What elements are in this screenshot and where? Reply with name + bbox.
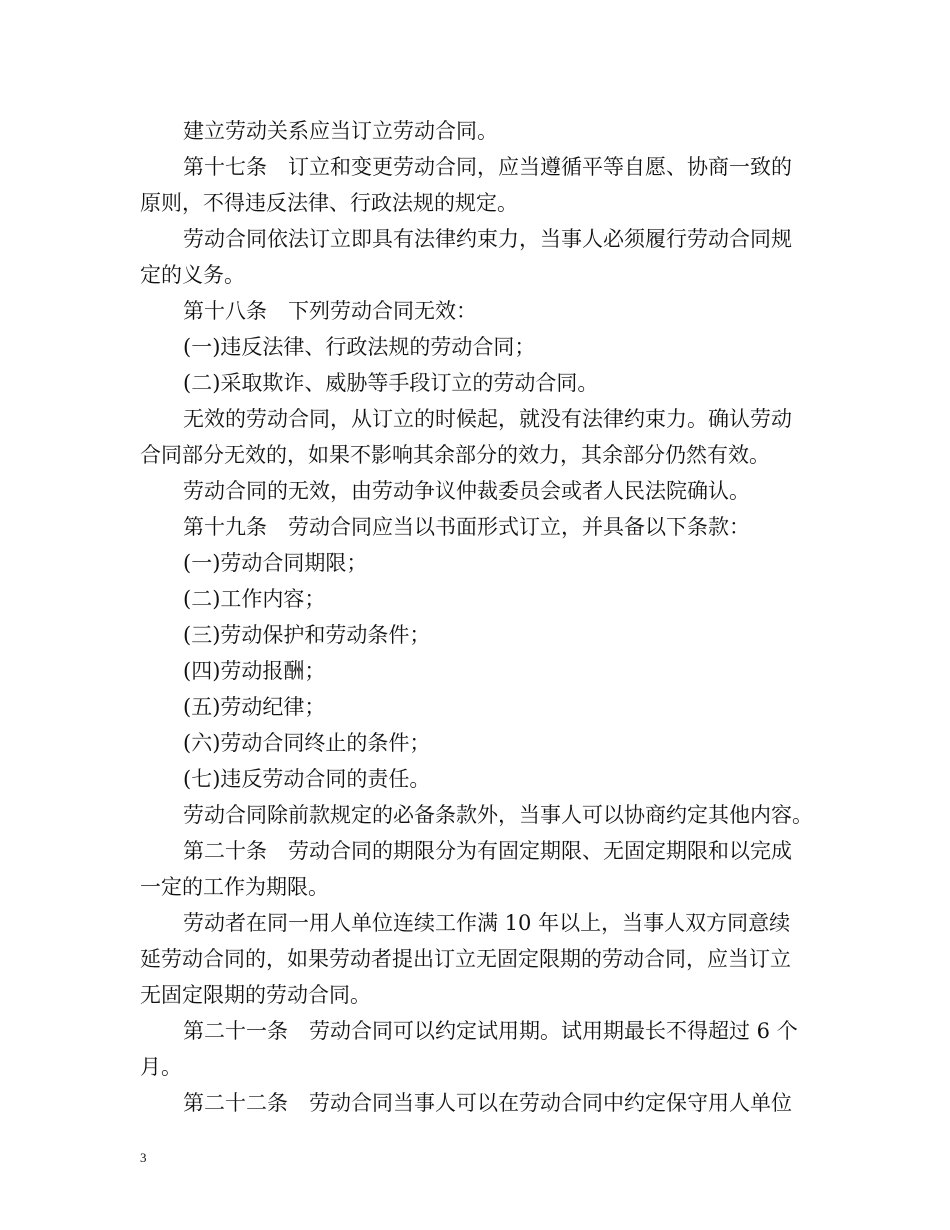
- text-line: (三)劳动保护和劳动条件；: [183, 623, 431, 647]
- text-line: 劳动合同除前款规定的必备条款外，当事人可以协商约定其他内容。: [183, 803, 813, 827]
- text-line: 定的义务。: [140, 263, 245, 287]
- text-line: (四)劳动报酬；: [183, 659, 326, 683]
- document-body: [140, 113, 830, 1121]
- text-line: 无固定限期的劳动合同。: [140, 983, 371, 1007]
- text-line: (六)劳动合同终止的条件；: [183, 731, 431, 755]
- text-line: 第二十二条 劳动合同当事人可以在劳动合同中约定保守用人单位: [183, 1091, 792, 1115]
- text-line: 第二十一条 劳动合同可以约定试用期。试用期最长不得超过 6 个: [183, 1019, 798, 1043]
- text-line: 劳动合同的无效，由劳动争议仲裁委员会或者人民法院确认。: [183, 479, 750, 503]
- text-line: 一定的工作为期限。: [140, 875, 329, 899]
- text-line: 建立劳动关系应当订立劳动合同。: [183, 119, 498, 143]
- text-line: 合同部分无效的，如果不影响其余部分的效力，其余部分仍然有效。: [140, 443, 770, 467]
- text-line: 第二十条 劳动合同的期限分为有固定期限、无固定期限和以完成: [183, 839, 792, 863]
- text-line: (二)采取欺诈、威胁等手段订立的劳动合同。: [183, 371, 599, 395]
- page-number: 3: [140, 1150, 147, 1165]
- text-line: 月。: [140, 1055, 182, 1079]
- text-line: 原则，不得违反法律、行政法规的规定。: [140, 191, 518, 215]
- text-line: 第十七条 订立和变更劳动合同，应当遵循平等自愿、协商一致的: [183, 155, 792, 179]
- text-line: (五)劳动纪律；: [183, 695, 326, 719]
- text-line: (一)劳动合同期限；: [183, 551, 368, 575]
- text-line: 劳动者在同一用人单位连续工作满 10 年以上，当事人双方同意续: [183, 911, 791, 935]
- text-line: (一)违反法律、行政法规的劳动合同；: [183, 335, 536, 359]
- text-line: (二)工作内容；: [183, 587, 326, 611]
- text-line: (七)违反劳动合同的责任。: [183, 767, 431, 791]
- text-line: 第十九条 劳动合同应当以书面形式订立，并具备以下条款：: [183, 515, 750, 539]
- text-line: 延劳动合同的，如果劳动者提出订立无固定限期的劳动合同，应当订立: [140, 947, 791, 971]
- text-line: 第十八条 下列劳动合同无效：: [183, 299, 477, 323]
- text-line: 劳动合同依法订立即具有法律约束力，当事人必须履行劳动合同规: [183, 227, 792, 251]
- text-line: 无效的劳动合同，从订立的时候起，就没有法律约束力。确认劳动: [183, 407, 792, 431]
